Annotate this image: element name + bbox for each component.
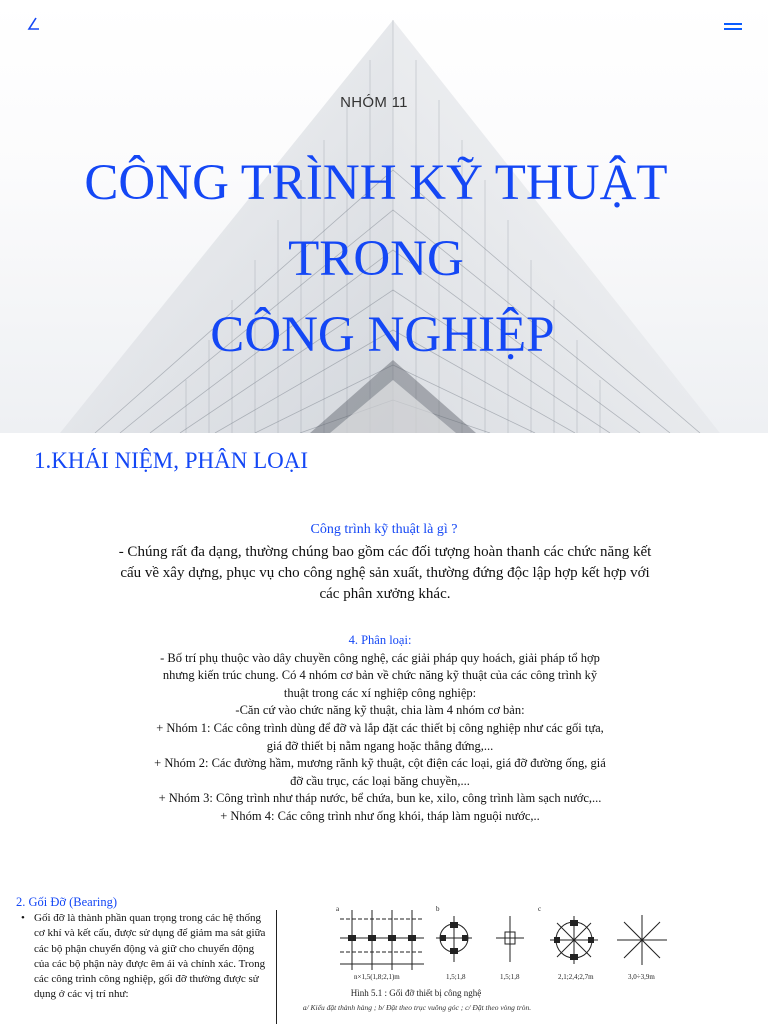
classification-line: + Nhóm 2: Các đường hầm, mương rãnh kỹ thuật, cột điện các loại, giá đỡ đường ống, giá — [154, 756, 606, 771]
group-label: NHÓM 11 — [340, 94, 408, 111]
logo-icon[interactable] — [26, 16, 42, 32]
figure-dim-a: n×1,5(1,8;2,1)m — [354, 973, 400, 981]
classification-line: nhưng kiến trúc chung. Có 4 nhóm cơ bản về chức năng kỹ thuật của các công trình kỹ — [162, 668, 598, 683]
figure-subcaption: a/ Kiểu đặt thành hàng ; b/ Đặt theo trục vuông góc ; c/ Đặt theo vòng tròn. — [302, 1003, 532, 1012]
classification-block — [130, 632, 630, 826]
figure-dim-c1: 2,1;2,4;2,7m — [558, 973, 594, 981]
bullet-marker: • — [21, 912, 25, 924]
figure-dim-c2: 3,0÷3,9m — [628, 973, 655, 981]
classification-line: đỡ cầu trục, các loại băng chuyền,... — [290, 773, 470, 788]
classification-line: -Căn cứ vào chức năng kỹ thuật, chia làm 4 nhóm cơ bản: — [235, 703, 525, 718]
menu-bar-top — [724, 23, 742, 25]
section-heading-concept: 1.KHÁI NIỆM, PHÂN LOẠI — [34, 448, 309, 473]
classification-line: + Nhóm 1: Các công trình dùng để đỡ và lắp đặt các thiết bị công nghiệp như các gối tựa, — [156, 720, 604, 735]
classification-line: + Nhóm 3: Công trình như tháp nước, bể chứa, bun ke, xilo, công trình làm sạch nước,... — [158, 791, 602, 806]
page-title — [0, 145, 752, 373]
figure-label-c: c — [538, 905, 542, 913]
question-body: - Chúng rất đa dạng, thường chúng bao gồm các đối tượng hoàn thanh các chức năng kết cấu về xây dựng, phục vụ cho công nghệ sản xuất, thường đứng độc lập hợp kết hợp với các phân xưởng khác. — [118, 544, 652, 602]
question-title: Công trình kỹ thuật là gì ? — [310, 522, 458, 537]
figure-label-a: a — [336, 905, 340, 913]
hero-section — [0, 0, 768, 433]
section-heading-bearing: 2. Gối Đỡ (Bearing) — [16, 895, 118, 909]
classification-line: + Nhóm 4: Các công trình như ống khói, tháp làm nguội nước,.. — [220, 808, 540, 823]
title-line-1: CÔNG TRÌNH KỸ THUẬT — [84, 155, 668, 211]
title-line-3: CÔNG NGHIỆP — [197, 307, 555, 363]
menu-bar-bottom — [724, 28, 742, 30]
figure-label-b: b — [436, 905, 440, 913]
figure-caption: Hình 5.1 : Gối đỡ thiết bị công nghệ — [350, 988, 482, 998]
classification-line: thuật trong các xí nghiệp công nghiệp: — [283, 685, 477, 700]
figure-dim-b2: 1,5;1,8 — [500, 973, 520, 981]
title-line-2: TRONG — [288, 231, 464, 287]
classification-line: - Bố trí phụ thuộc vào dây chuyền công nghệ, các giải pháp quy hoách, giải pháp tổ hợp — [160, 650, 600, 665]
classification-title: 4. Phân loại: — [348, 633, 412, 647]
figure-dim-b1: 1,5;1,8 — [446, 973, 466, 981]
classification-line: giá đỡ thiết bị nằm ngang hoặc thẳng đứng,... — [266, 738, 494, 753]
bearing-description-text: Gối đỡ là thành phần quan trọng trong các hệ thống cơ khí và kết cấu, được sử dụng để giảm ma sát giữa các bộ phận chuyển động và giữ cho chuyển động của các bộ phận này được êm ái và chính xác. Trong các công trình công nghiệp, gối đỡ thường được sử dụng ở các vị trí như: — [34, 912, 266, 1001]
hamburger-menu-icon[interactable] — [724, 20, 744, 34]
